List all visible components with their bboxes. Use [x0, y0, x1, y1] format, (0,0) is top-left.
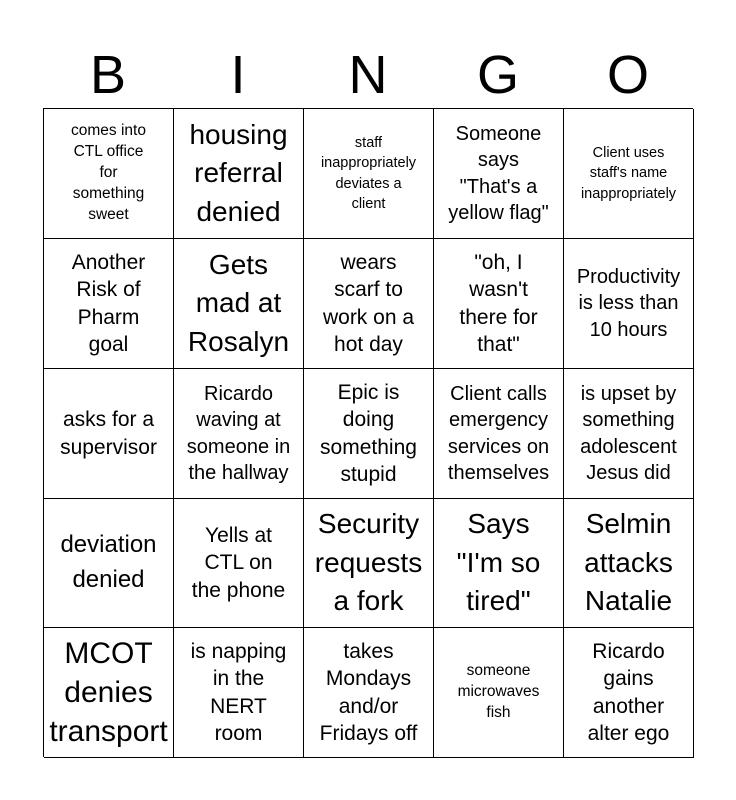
bingo-cell[interactable]: [564, 369, 694, 499]
bingo-cell[interactable]: [304, 239, 434, 369]
bingo-cell[interactable]: [304, 628, 434, 758]
bingo-cell[interactable]: [434, 109, 564, 239]
cell-text: Ricardo waving at someone in the hallway: [186, 382, 291, 484]
bingo-cell[interactable]: [434, 239, 564, 369]
bingo-cell[interactable]: [174, 109, 304, 239]
bingo-cell[interactable]: [174, 369, 304, 499]
cell-text: Says "I'm so tired": [456, 508, 541, 617]
bingo-header: [43, 42, 693, 108]
bingo-cell[interactable]: [564, 499, 694, 628]
header-letter-b: B: [89, 45, 127, 105]
cell-text: "oh, I wasn't there for that": [459, 250, 538, 356]
bingo-cell[interactable]: [564, 109, 694, 239]
cell-text: staff inappropriately deviates a client: [320, 134, 417, 212]
cell-text: deviation denied: [60, 531, 157, 593]
cell-text: Client calls emergency services on themselves: [447, 382, 550, 484]
cell-text: Security requests a fork: [314, 508, 423, 617]
cell-text: takes Mondays and/or Fridays off: [319, 639, 418, 745]
cell-text: housing referral denied: [189, 118, 288, 227]
bingo-cell[interactable]: [304, 499, 434, 628]
bingo-cell[interactable]: [564, 239, 694, 369]
bingo-cell[interactable]: [174, 239, 304, 369]
bingo-cell[interactable]: [174, 499, 304, 628]
bingo-cell[interactable]: [434, 628, 564, 758]
cell-text: someone microwaves fish: [457, 662, 540, 721]
bingo-cell[interactable]: [434, 499, 564, 628]
cell-text: Ricardo gains another alter ego: [587, 639, 670, 745]
cell-text: Another Risk of Pharm goal: [71, 250, 146, 356]
cell-text: wears scarf to work on a hot day: [322, 250, 415, 356]
bingo-cell[interactable]: [44, 499, 174, 628]
header-letter-g: G: [476, 45, 519, 105]
bingo-board: [43, 108, 693, 757]
cell-text: Productivity is less than 10 hours: [576, 265, 681, 341]
cell-text: Someone says "That's a yellow flag": [448, 122, 549, 224]
cell-text: comes into CTL office for something sweet: [71, 122, 146, 223]
bingo-cell[interactable]: [304, 109, 434, 239]
cell-text: Gets mad at Rosalyn: [187, 248, 290, 357]
bingo-cell[interactable]: [304, 369, 434, 499]
bingo-cell[interactable]: [44, 369, 174, 499]
cell-text: Epic is doing something stupid: [320, 380, 417, 486]
cell-text: asks for a supervisor: [60, 408, 157, 459]
cell-text: Yells at CTL on the phone: [191, 524, 286, 602]
header-letter-o: O: [606, 45, 649, 105]
cell-text: MCOT denies transport: [49, 637, 168, 748]
cell-text: Client uses staff's name inappropriately: [580, 145, 677, 202]
bingo-cell[interactable]: [44, 628, 174, 758]
cell-text: Selmin attacks Natalie: [584, 508, 673, 617]
header-letter-n: N: [348, 45, 388, 105]
cell-text: is napping in the NERT room: [190, 639, 287, 745]
cell-text: is upset by something adolescent Jesus did: [580, 382, 677, 484]
bingo-cell[interactable]: [564, 628, 694, 758]
header-letter-i: I: [230, 45, 246, 105]
bingo-cell[interactable]: [434, 369, 564, 499]
bingo-cell[interactable]: [44, 109, 174, 239]
bingo-cell[interactable]: [174, 628, 304, 758]
bingo-cell[interactable]: [44, 239, 174, 369]
